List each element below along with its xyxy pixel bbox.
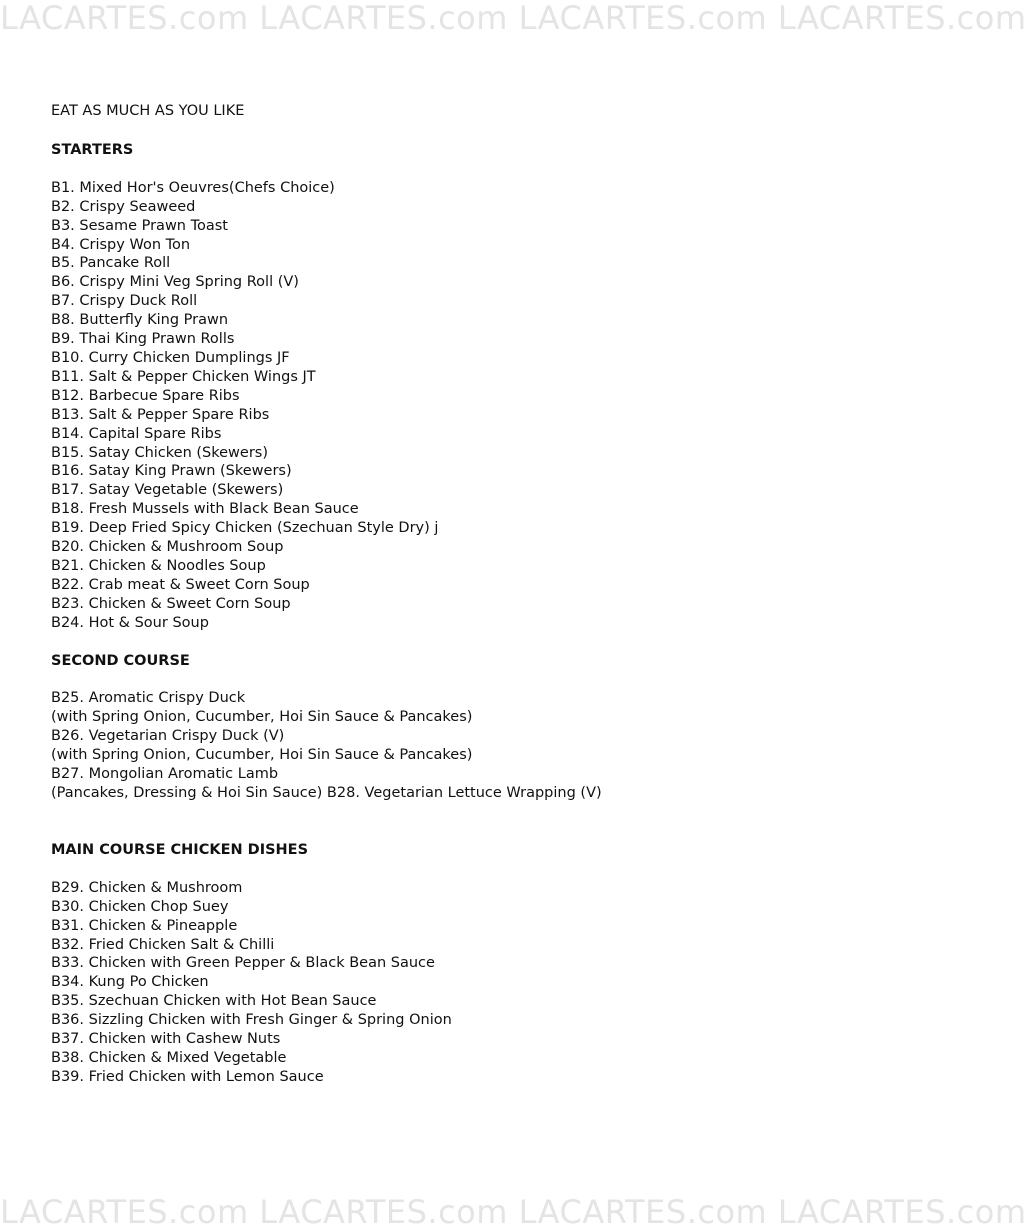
menu-item: B39. Fried Chicken with Lemon Sauce [51,1068,324,1085]
menu-item: B31. Chicken & Pineapple [51,917,238,934]
menu-item: B25. Aromatic Crispy Duck [51,690,246,707]
menu-item: B3. Sesame Prawn Toast [51,217,228,234]
menu-item: B15. Satay Chicken (Skewers) [51,444,268,461]
menu-item: B11. Salt & Pepper Chicken Wings JT [51,368,316,385]
menu-intro: EAT AS MUCH AS YOU LIKE [51,103,245,119]
menu-item: B35. Szechuan Chicken with Hot Bean Sauce [51,993,377,1010]
menu-item: B36. Sizzling Chicken with Fresh Ginger & Spring Onion [51,1012,452,1029]
menu-item: (with Spring Onion, Cucumber, Hoi Sin Sauce & Pancakes) [51,709,473,726]
menu-item: B26. Vegetarian Crispy Duck (V) [51,728,285,745]
menu-item: B21. Chicken & Noodles Soup [51,557,266,574]
menu-item: B29. Chicken & Mushroom [51,879,243,896]
menu-item: B2. Crispy Seaweed [51,198,196,215]
starters-list [51,179,851,633]
menu-item: B34. Kung Po Chicken [51,974,209,991]
menu-document [51,102,851,1106]
watermark-top: LACARTES.com LACARTES.com LACARTES.com LACARTES.com [0,0,1027,37]
section-heading-starters: STARTERS [51,141,134,158]
menu-item: B1. Mixed Hor's Oeuvres(Chefs Choice) [51,179,335,196]
menu-item: B27. Mongolian Aromatic Lamb [51,766,279,783]
section-heading-main-course-chicken: MAIN COURSE CHICKEN DISHES [51,841,309,858]
menu-item: B38. Chicken & Mixed Vegetable [51,1049,287,1066]
menu-item: B17. Satay Vegetable (Skewers) [51,482,284,499]
menu-item: B23. Chicken & Sweet Corn Soup [51,595,291,612]
menu-item: B13. Salt & Pepper Spare Ribs [51,406,270,423]
menu-item: B18. Fresh Mussels with Black Bean Sauce [51,501,359,518]
menu-item: B10. Curry Chicken Dumplings JF [51,349,290,366]
menu-item: B4. Crispy Won Ton [51,236,191,253]
menu-item: B12. Barbecue Spare Ribs [51,387,240,404]
menu-item: B19. Deep Fried Spicy Chicken (Szechuan Style Dry) j [51,520,439,537]
main-course-chicken-list [51,879,851,1087]
menu-item: B30. Chicken Chop Suey [51,898,229,915]
watermark-bottom: LACARTES.com LACARTES.com LACARTES.com LACARTES.com [0,1193,1027,1231]
section-main-course-chicken [51,841,851,1087]
menu-item: B6. Crispy Mini Veg Spring Roll (V) [51,274,299,291]
second-course-list [51,689,851,802]
menu-item: B7. Crispy Duck Roll [51,293,198,310]
menu-item: B37. Chicken with Cashew Nuts [51,1031,281,1048]
menu-item: B32. Fried Chicken Salt & Chilli [51,936,275,953]
section-heading-second-course: SECOND COURSE [51,652,190,669]
menu-item: B33. Chicken with Green Pepper & Black Bean Sauce [51,955,435,972]
menu-item: B5. Pancake Roll [51,255,171,272]
menu-item: B24. Hot & Sour Soup [51,614,209,631]
menu-item: B20. Chicken & Mushroom Soup [51,539,284,556]
menu-item: B22. Crab meat & Sweet Corn Soup [51,576,310,593]
menu-item: B14. Capital Spare Ribs [51,425,222,442]
section-starters [51,141,851,633]
menu-item: B9. Thai King Prawn Rolls [51,331,235,348]
menu-item: (with Spring Onion, Cucumber, Hoi Sin Sauce & Pancakes) [51,747,473,764]
menu-item: (Pancakes, Dressing & Hoi Sin Sauce) B28. Vegetarian Lettuce Wrapping (V) [51,785,602,801]
section-second-course [51,652,851,803]
menu-item: B16. Satay King Prawn (Skewers) [51,463,292,480]
menu-item: B8. Butterfly King Prawn [51,312,229,329]
